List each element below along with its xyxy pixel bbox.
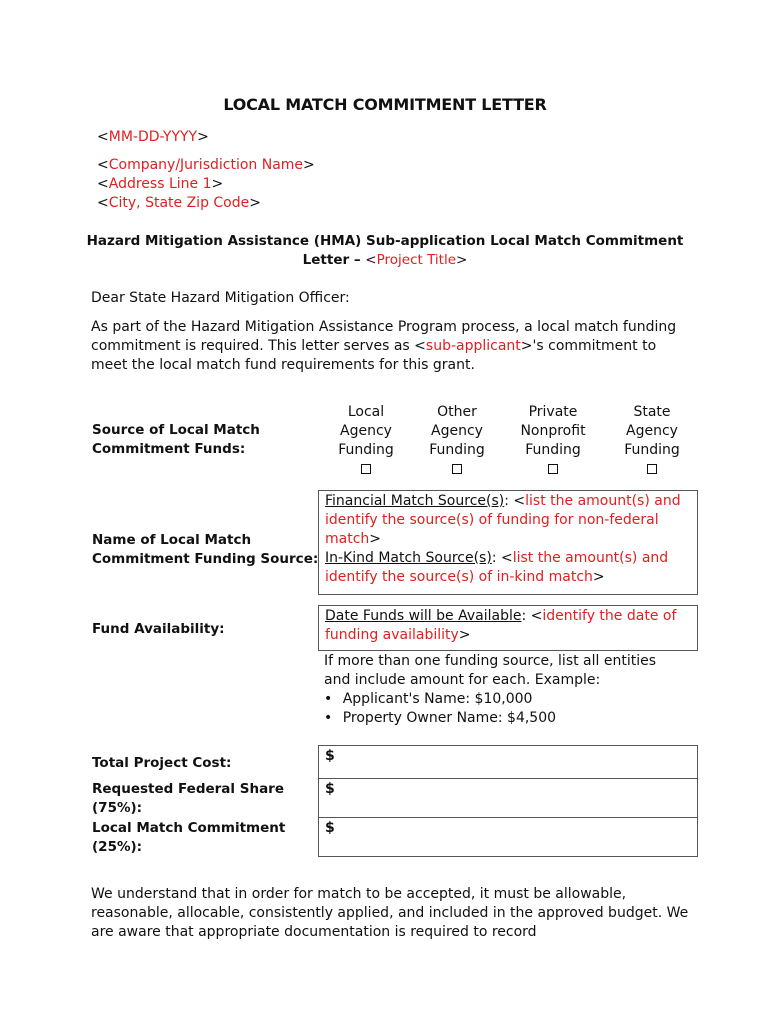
option-label: State Agency Funding [624, 404, 680, 458]
city-placeholder[interactable]: City, State Zip Code [108, 195, 250, 211]
option-local-agency[interactable] [326, 403, 406, 480]
salutation: Dear State Hazard Mitigation Officer: [91, 290, 350, 306]
financial-match-placeholder[interactable]: list the amount(s) and identify the source(s) of funding for non-federal match [325, 493, 681, 547]
address-company-line: <Company/Jurisdiction Name> [97, 157, 315, 173]
inkind-match-placeholder[interactable]: list the amount(s) and identify the source(s) of in-kind match [325, 550, 669, 585]
total-cost-label: Total Project Cost: [92, 755, 232, 771]
closing-paragraph: We understand that in order for match to be accepted, it must be allowable, reasonable, allocable, consistently applied, and included in the approved budget. We are aware that appropriate documentation is required to record [91, 886, 689, 940]
project-title-placeholder[interactable]: Project Title [376, 252, 457, 268]
total-cost-field[interactable]: $ [318, 745, 698, 779]
federal-share-field[interactable]: $ [318, 778, 698, 818]
fund-availability-label: Fund Availability: [92, 621, 225, 637]
intro-part1: As part of the Hazard Mitigation Assistance Program process, a local match funding commitment is required. This letter serves as < [91, 319, 677, 354]
intro-part2: >'s commitment to meet the local match fund requirements for this grant. [91, 338, 657, 373]
multiple-sources-note [324, 652, 664, 728]
funding-source-label: Name of Local Match Commitment Funding Source: [92, 532, 319, 567]
address-line1-placeholder[interactable]: Address Line 1 [108, 176, 212, 192]
funding-source-box[interactable]: Financial Match Source(s): <list the amount(s) and identify the source(s) of funding for non-federal match> In-Kind Match Source(s): <list the amount(s) and identify the source(s) of in-kind match> [318, 490, 698, 595]
example-list [324, 690, 664, 728]
address-city-line: <City, State Zip Code> [97, 195, 261, 211]
date-available-label: Date Funds will be Available [325, 608, 522, 624]
company-placeholder[interactable]: Company/Jurisdiction Name [108, 157, 304, 173]
inkind-match-label: In-Kind Match Source(s) [325, 550, 492, 566]
option-state-agency[interactable] [612, 403, 692, 480]
date-available-placeholder[interactable]: identify the date of funding availability [325, 608, 677, 643]
option-label: Other Agency Funding [429, 404, 485, 458]
intro-paragraph [91, 318, 691, 375]
address-line1: <Address Line 1> [97, 176, 224, 192]
note-text: If more than one funding source, list all entities and include amount for each. Example: [324, 653, 657, 688]
option-label: Private Nonprofit Funding [520, 404, 586, 458]
checkbox-icon[interactable] [548, 464, 558, 474]
local-match-field[interactable]: $ [318, 817, 698, 857]
option-private-nonprofit[interactable] [513, 403, 593, 480]
example-item: • Applicant's Name: $10,000 [338, 690, 664, 709]
date-placeholder[interactable]: MM-DD-YYYY [108, 129, 198, 145]
federal-share-label: Requested Federal Share (75%): [92, 781, 284, 816]
subject-heading: Hazard Mitigation Assistance (HMA) Sub-application Local Match Commitment Letter – <Project Title> [86, 233, 684, 268]
page-title: LOCAL MATCH COMMITMENT LETTER [223, 95, 547, 114]
option-label: Local Agency Funding [338, 404, 394, 458]
checkbox-icon[interactable] [647, 464, 657, 474]
date-line: <MM-DD-YYYY> [97, 129, 209, 145]
source-label: Source of Local Match Commitment Funds: [92, 422, 260, 457]
option-other-agency[interactable] [417, 403, 497, 480]
example-item: • Property Owner Name: $4,500 [338, 709, 664, 728]
checkbox-icon[interactable] [452, 464, 462, 474]
checkbox-icon[interactable] [361, 464, 371, 474]
subapplicant-placeholder[interactable]: sub-applicant [425, 338, 521, 354]
financial-match-label: Financial Match Source(s) [325, 493, 505, 509]
local-match-label: Local Match Commitment (25%): [92, 820, 286, 855]
fund-availability-box[interactable]: Date Funds will be Available: <identify the date of funding availability> [318, 605, 698, 651]
subject-text: Hazard Mitigation Assistance (HMA) Sub-application Local Match Commitment Letter – [86, 233, 684, 268]
